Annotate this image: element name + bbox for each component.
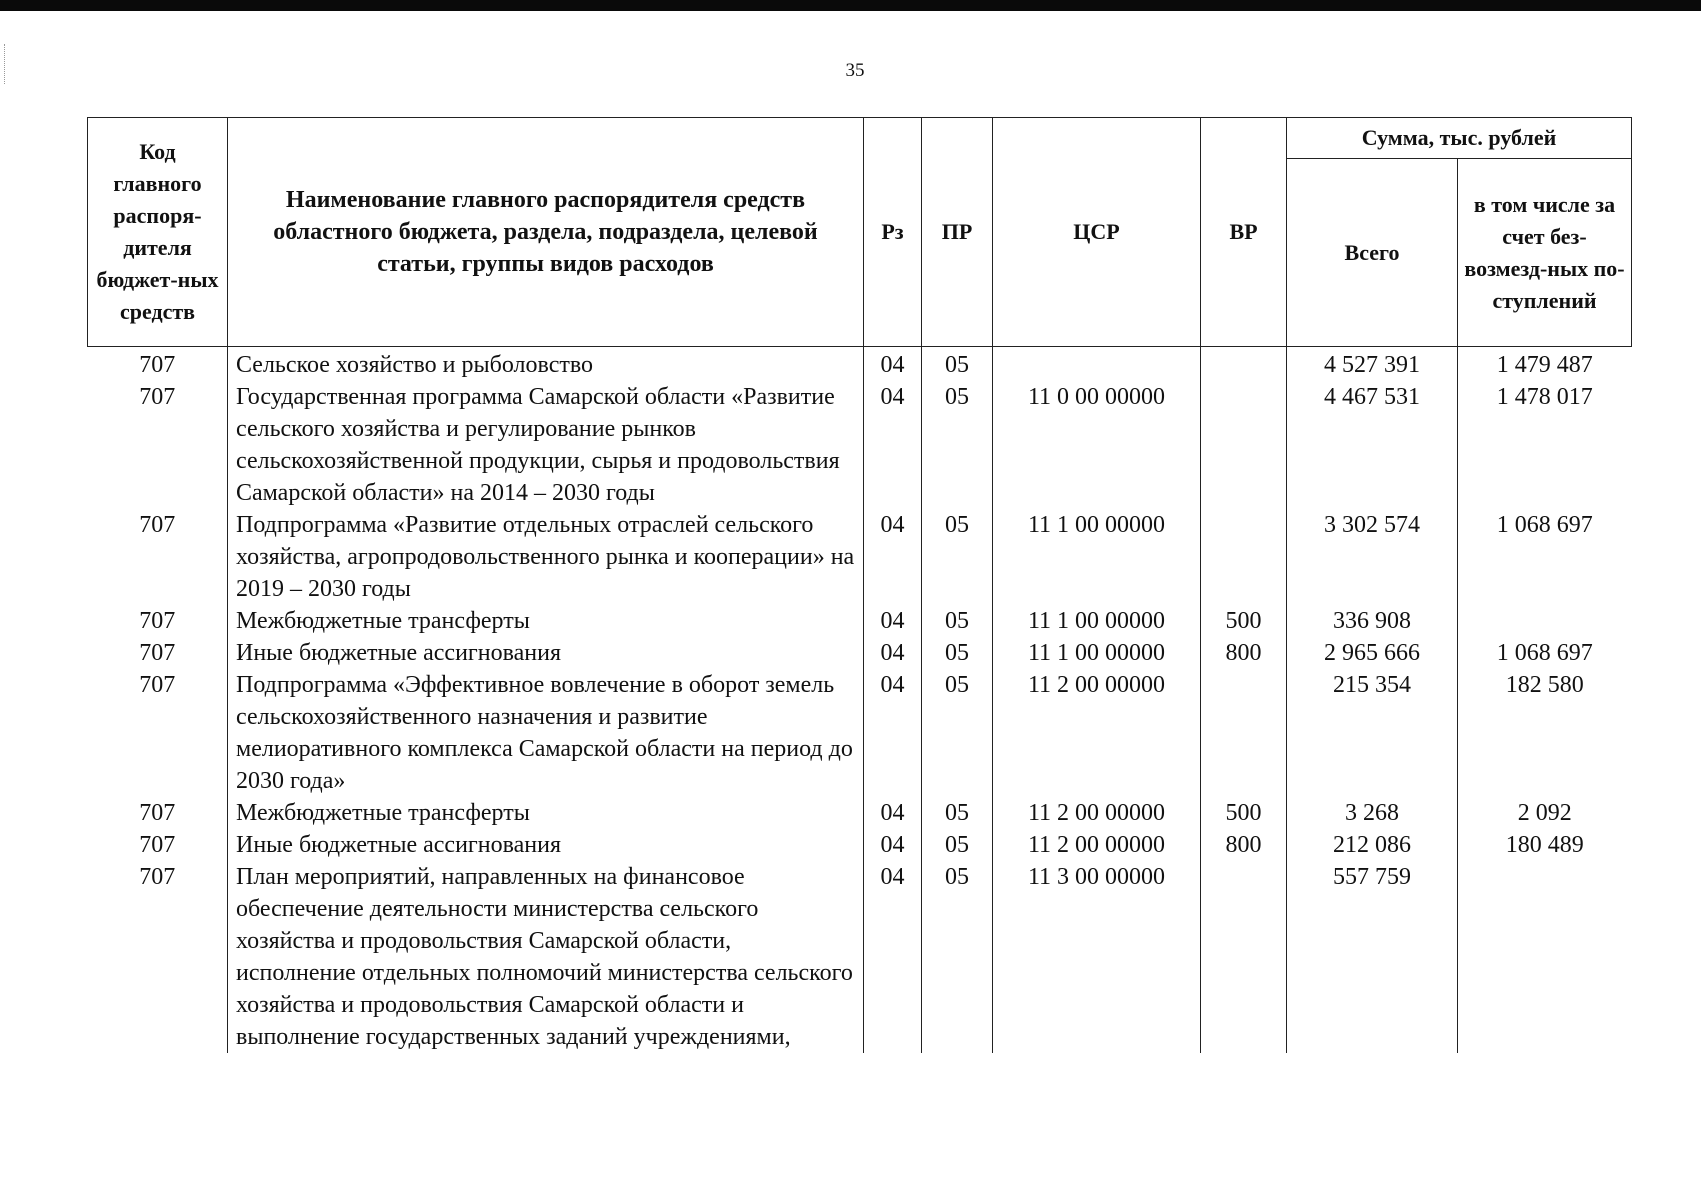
header-code: Код главного распоря-дителя бюджет-ных средств xyxy=(88,118,228,347)
cell-rz: 04 xyxy=(864,509,922,605)
cell-pr: 05 xyxy=(922,381,993,509)
cell-csr: 11 2 00 00000 xyxy=(993,829,1201,861)
table-row xyxy=(88,605,1632,637)
cell-name: Иные бюджетные ассигнования xyxy=(228,637,864,669)
cell-gratuitous: 180 489 xyxy=(1458,829,1632,861)
cell-gratuitous xyxy=(1458,605,1632,637)
cell-code: 707 xyxy=(139,384,176,410)
cell-gratuitous: 1 479 487 xyxy=(1458,347,1632,382)
cell-code: 707 xyxy=(139,352,176,378)
cell-total: 2 965 666 xyxy=(1287,637,1458,669)
budget-table-container xyxy=(87,117,1631,1053)
cell-pr: 05 xyxy=(922,347,993,382)
cell-csr xyxy=(993,347,1201,382)
cell-code: 707 xyxy=(139,640,176,666)
cell-vr: 800 xyxy=(1201,637,1287,669)
cell-vr xyxy=(1201,669,1287,797)
cell-total: 4 467 531 xyxy=(1287,381,1458,509)
cell-csr: 11 1 00 00000 xyxy=(993,637,1201,669)
cell-name: Подпрограмма «Развитие отдельных отраслей сельского хозяйства, агропродовольственного рынка и кооперации» на 2019 – 2030 годы xyxy=(228,509,864,605)
cell-total: 4 527 391 xyxy=(1287,347,1458,382)
cell-vr xyxy=(1201,347,1287,382)
cell-rz: 04 xyxy=(864,797,922,829)
table-header xyxy=(88,118,1632,347)
cell-name: Подпрограмма «Эффективное вовлечение в оборот земель сельскохозяйственного назначения и развитие мелиоративного комплекса Самарской области на период до 2030 года» xyxy=(228,669,864,797)
cell-csr: 11 2 00 00000 xyxy=(993,669,1201,797)
cell-pr: 05 xyxy=(922,509,993,605)
table-row xyxy=(88,347,1632,382)
cell-gratuitous: 182 580 xyxy=(1458,669,1632,797)
cell-code: 707 xyxy=(139,672,176,698)
cell-code: 707 xyxy=(139,864,176,890)
cell-csr: 11 0 00 00000 xyxy=(993,381,1201,509)
cell-gratuitous: 2 092 xyxy=(1458,797,1632,829)
cell-rz: 04 xyxy=(864,637,922,669)
cell-total: 336 908 xyxy=(1287,605,1458,637)
table-body xyxy=(88,347,1632,1054)
cell-total: 3 268 xyxy=(1287,797,1458,829)
cell-gratuitous: 1 478 017 xyxy=(1458,381,1632,509)
table-row xyxy=(88,381,1632,509)
cell-csr: 11 2 00 00000 xyxy=(993,797,1201,829)
header-vr: ВР xyxy=(1201,118,1287,347)
table-row xyxy=(88,797,1632,829)
cell-vr xyxy=(1201,509,1287,605)
scan-top-border xyxy=(0,0,1701,11)
cell-code: 707 xyxy=(139,608,176,634)
cell-pr: 05 xyxy=(922,797,993,829)
cell-csr: 11 1 00 00000 xyxy=(993,605,1201,637)
table-row xyxy=(88,637,1632,669)
cell-vr: 800 xyxy=(1201,829,1287,861)
cell-code: 707 xyxy=(139,832,176,858)
header-rz: Рз xyxy=(864,118,922,347)
cell-name: План мероприятий, направленных на финансовое обеспечение деятельности министерства сельского хозяйства и продовольствия Самарской области, исполнение отдельных полномочий министерства сельского хозяйства и продовольствия Самарской области и выполнение государственных заданий учреждениями, xyxy=(228,861,864,1053)
cell-rz: 04 xyxy=(864,347,922,382)
scan-margin-marks xyxy=(4,44,15,84)
cell-vr: 500 xyxy=(1201,797,1287,829)
cell-pr: 05 xyxy=(922,605,993,637)
cell-pr: 05 xyxy=(922,637,993,669)
table-row xyxy=(88,669,1632,797)
cell-pr: 05 xyxy=(922,861,993,1053)
header-gratuitous: в том числе за счет без-возмезд-ных по-ступлений xyxy=(1458,159,1632,347)
cell-total: 212 086 xyxy=(1287,829,1458,861)
header-name: Наименование главного распорядителя средств областного бюджета, раздела, подраздела, целевой статьи, группы видов расходов xyxy=(228,118,864,347)
cell-name: Межбюджетные трансферты xyxy=(228,797,864,829)
cell-csr: 11 3 00 00000 xyxy=(993,861,1201,1053)
cell-vr xyxy=(1201,381,1287,509)
cell-csr: 11 1 00 00000 xyxy=(993,509,1201,605)
cell-name: Сельское хозяйство и рыболовство xyxy=(228,347,864,382)
cell-rz: 04 xyxy=(864,861,922,1053)
table-row xyxy=(88,829,1632,861)
cell-vr xyxy=(1201,861,1287,1053)
cell-vr: 500 xyxy=(1201,605,1287,637)
cell-name: Межбюджетные трансферты xyxy=(228,605,864,637)
cell-total: 3 302 574 xyxy=(1287,509,1458,605)
header-csr: ЦСР xyxy=(993,118,1201,347)
cell-gratuitous xyxy=(1458,861,1632,1053)
header-total: Всего xyxy=(1287,159,1458,347)
cell-rz: 04 xyxy=(864,669,922,797)
cell-rz: 04 xyxy=(864,605,922,637)
cell-name: Государственная программа Самарской области «Развитие сельского хозяйства и регулирование рынков сельскохозяйственной продукции, сырья и продовольствия Самарской области» на 2014 – 2030 годы xyxy=(228,381,864,509)
cell-gratuitous: 1 068 697 xyxy=(1458,509,1632,605)
cell-code: 707 xyxy=(139,800,176,826)
cell-rz: 04 xyxy=(864,829,922,861)
header-pr: ПР xyxy=(922,118,993,347)
cell-pr: 05 xyxy=(922,829,993,861)
cell-rz: 04 xyxy=(864,381,922,509)
cell-total: 215 354 xyxy=(1287,669,1458,797)
cell-code: 707 xyxy=(139,512,176,538)
budget-table xyxy=(87,117,1632,1053)
cell-name: Иные бюджетные ассигнования xyxy=(228,829,864,861)
cell-pr: 05 xyxy=(922,669,993,797)
page-number: 35 xyxy=(845,60,865,81)
cell-total: 557 759 xyxy=(1287,861,1458,1053)
table-row xyxy=(88,509,1632,605)
cell-gratuitous: 1 068 697 xyxy=(1458,637,1632,669)
header-sum-group: Сумма, тыс. рублей xyxy=(1287,118,1632,159)
table-row xyxy=(88,861,1632,1053)
